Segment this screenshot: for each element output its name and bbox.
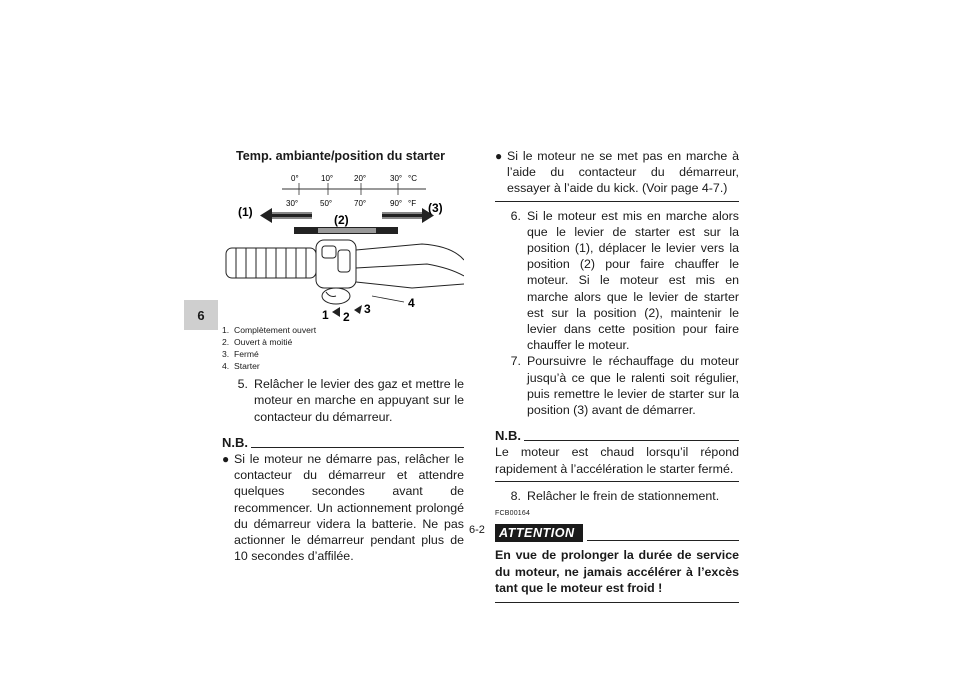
celsius-tick: 10° <box>321 174 334 184</box>
legend-item: 2. Ouvert à moitié <box>222 337 293 348</box>
celsius-tick: 20° <box>354 174 367 184</box>
divider <box>495 481 739 482</box>
celsius-tick: 0° <box>291 174 299 184</box>
step-8: 8. Relâcher le frein de stationnement. <box>510 488 720 503</box>
chapter-number: 6 <box>197 307 205 323</box>
bullet-icon: ● <box>495 149 503 163</box>
nb-text: Le moteur est chaud lorsqu’il répond rapidement à l’accélération le starter fermé. <box>495 445 739 476</box>
nb-header: N.B. <box>495 428 739 444</box>
right-column <box>495 148 739 609</box>
callout-4: 4 <box>408 296 415 311</box>
step-7: 7. Poursuivre le réchauffage du moteur jusqu’à ce que le ralenti soit régulier, puis remettre le levier de starter sur la position (3) avant de démarrer. <box>510 354 739 418</box>
attention-badge: ATTENTION <box>495 524 583 542</box>
position-1-arrow <box>260 208 312 223</box>
nb-bullet: ● Si le moteur ne démarre pas, relâcher le contacteur du démarreur et attendre quelques secondes avant de recommencer. Un actionnement prolongé du démarreur videra la batterie. Ne pas actionner le démarreur pendant plus de 10 secondes d’affilée. <box>222 452 464 564</box>
callout-3-arrow <box>354 305 362 314</box>
callout-3: 3 <box>364 302 371 317</box>
callout-2: 2 <box>343 310 350 325</box>
position-3-arrow <box>382 208 434 223</box>
figure-legend <box>222 324 464 372</box>
fahrenheit-tick: 70° <box>354 199 367 209</box>
callout-4-leader <box>372 296 404 302</box>
legend-item: 1. Complètement ouvert <box>222 325 317 336</box>
attention-text: En vue de prolonger la durée de service du moteur, ne jamais accélérer à l’excès tant que le moteur est froid ! <box>495 548 739 595</box>
kick-bullet: ● Si le moteur ne se met pas en marche à l’aide du contacteur du démarreur, essayer à l’aide du kick. (Voir page 4-7.) <box>495 149 739 196</box>
position-2-label: (2) <box>334 213 349 228</box>
handlebar-illustration <box>226 240 464 304</box>
chapter-tab <box>184 300 218 330</box>
position-2-bar <box>294 227 398 234</box>
choke-diagram <box>222 164 464 324</box>
callout-1: 1 <box>322 308 329 323</box>
bullet-icon: ● <box>222 452 230 467</box>
position-3-label: (3) <box>428 201 443 216</box>
step-5: 5. Relâcher le levier des gaz et mettre le moteur en marche en appuyant sur le contacteur du démarreur. <box>237 377 464 424</box>
choke-figure <box>222 164 464 324</box>
left-column <box>222 148 464 564</box>
fahrenheit-tick: 90° <box>390 199 403 209</box>
fahrenheit-tick: 50° <box>320 199 333 209</box>
legend-item: 3. Fermé <box>222 349 259 360</box>
position-1-label: (1) <box>238 205 253 220</box>
divider <box>495 602 739 603</box>
celsius-tick: 30° <box>390 174 403 184</box>
fahrenheit-tick: 30° <box>286 199 299 209</box>
figure-heading: Temp. ambiante/position du starter <box>236 149 445 163</box>
page-number: 6-2 <box>469 524 485 536</box>
step-6: 6. Si le moteur est mis en marche alors que le levier de starter est sur la position (1), déplacer le levier vers la position (2) pour faire chauffer le moteur. Si le moteur est mis en marche alors que le levier de starter est sur la position (2), maintenir le levier dans cette position pour faire chauffer le moteur. <box>510 208 739 353</box>
celsius-unit: °C <box>408 174 417 184</box>
fahrenheit-unit: °F <box>408 199 417 209</box>
nb-header: N.B. <box>222 435 464 451</box>
attention-header <box>495 524 739 542</box>
legend-item: 4. Starter <box>222 361 260 372</box>
callout-1-arrow <box>332 307 340 317</box>
reference-code: FCB00164 <box>495 510 531 518</box>
divider <box>495 201 739 202</box>
